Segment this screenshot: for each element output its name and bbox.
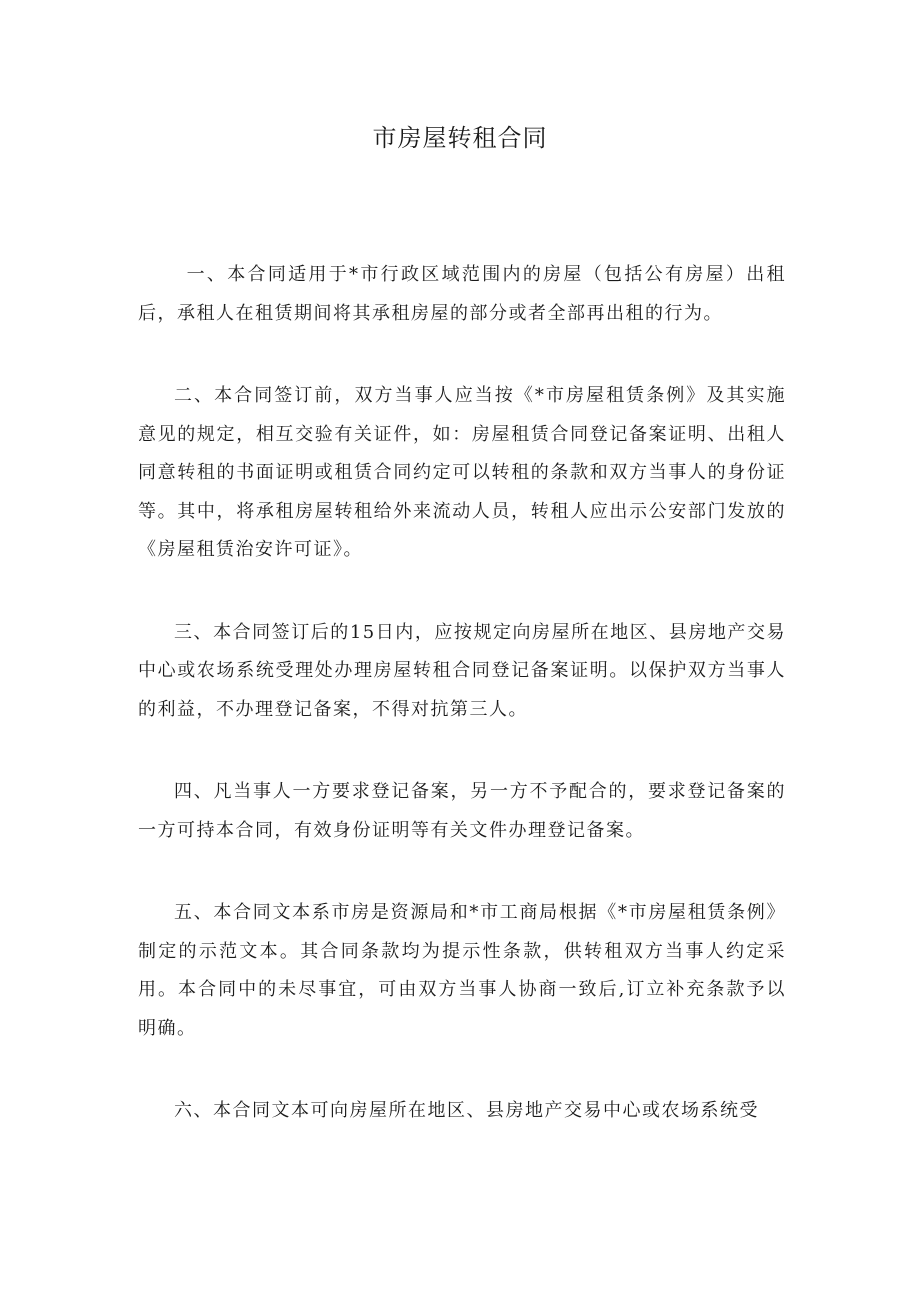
paragraph-4: 四、凡当事人一方要求登记备案，另一方不予配合的，要求登记备案的一方可持本合同，有效身份证明等有关文件办理登记备案。	[138, 781, 786, 841]
paragraph-2: 二、本合同签订前，双方当事人应当按《*市房屋租赁条例》及其实施意见的规定，相互交验有关证件，如：房屋租赁合同登记备案证明、出租人同意转租的书面证明或租赁合同约定可以转租的条款和双方当事人的身份证等。其中，将承租房屋转租给外来流动人员，转租人应出示公安部门发放的《房屋租赁治安许可证》。	[138, 385, 786, 560]
paragraph-6: 六、本合同文本可向房屋所在地区、县房地产交易中心或农场系统受	[174, 1100, 759, 1121]
document-body	[138, 256, 786, 1175]
paragraph-5: 五、本合同文本系市房是资源局和*市工商局根据《*市房屋租赁条例》制定的示范文本。其合同条款均为提示性条款，供转租双方当事人约定采用。本合同中的未尽事宜，可由双方当事人协商一致后,订立补充条款予以明确。	[138, 902, 786, 1039]
paragraph-1: 一、本合同适用于*市行政区域范围内的房屋（包括公有房屋）出租后，承租人在租赁期间将其承租房屋的部分或者全部再出租的行为。	[138, 264, 786, 324]
document-title: 市房屋转租合同	[372, 124, 548, 152]
paragraph-3: 三、本合同签订后的15日内，应按规定向房屋所在地区、县房地产交易中心或农场系统受理处办理房屋转租合同登记备案证明。以保护双方当事人的利益，不办理登记备案，不得对抗第三人。	[138, 621, 786, 720]
